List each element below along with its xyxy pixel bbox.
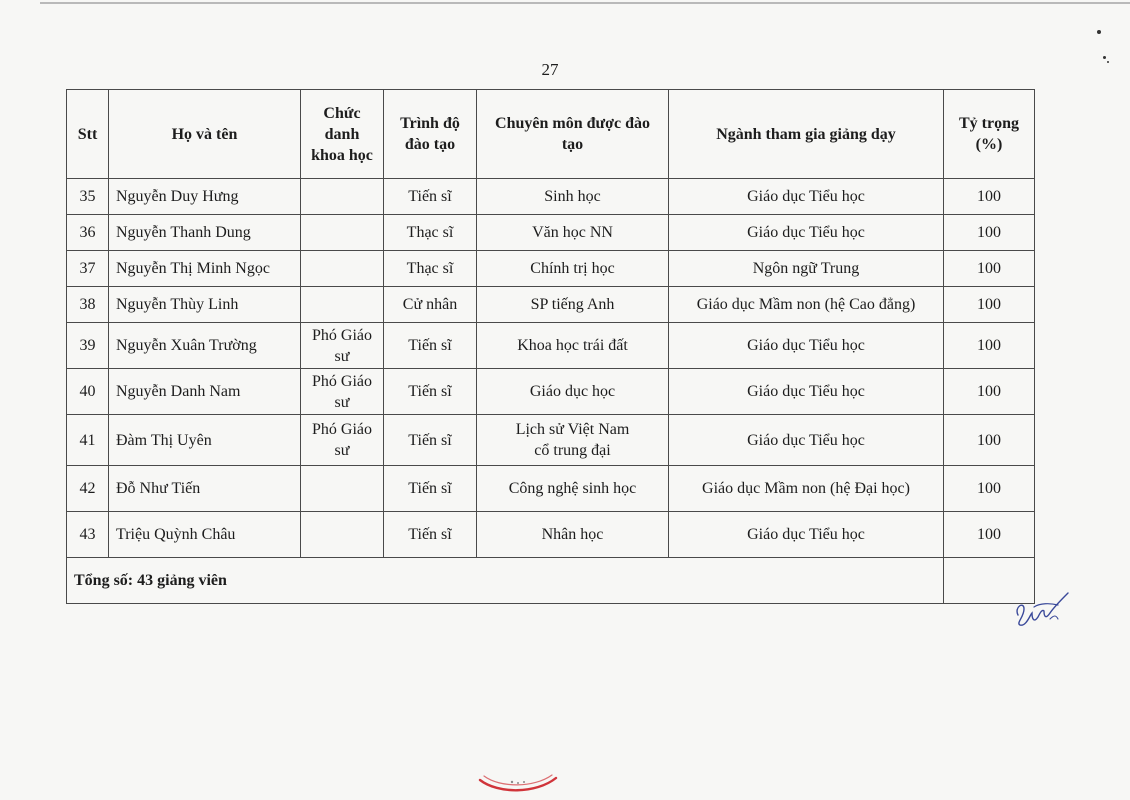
- cell-degree: Thạc sĩ: [384, 215, 477, 251]
- cell-specialty: Sinh học: [477, 179, 669, 215]
- cell-degree: Tiến sĩ: [384, 415, 477, 466]
- table-row: [67, 179, 1035, 215]
- cell-ratio: 100: [944, 512, 1035, 558]
- table-row: [67, 466, 1035, 512]
- header-teaching-field: [669, 90, 944, 179]
- cell-stt: 41: [67, 415, 109, 466]
- cell-name: Nguyễn Thanh Dung: [109, 215, 301, 251]
- cell-specialty: [477, 415, 669, 466]
- table-row: [67, 215, 1035, 251]
- header-stt: [67, 90, 109, 179]
- header-degree-line: Trình độ: [400, 115, 460, 132]
- table-row: [67, 251, 1035, 287]
- cell-academic-title: [301, 466, 384, 512]
- cell-teaching-field: Giáo dục Tiểu học: [669, 415, 944, 466]
- title-line: sư: [334, 393, 350, 411]
- title-line: Phó Giáo: [312, 326, 372, 344]
- scan-speck: [1103, 56, 1106, 59]
- cell-name: Nguyễn Thùy Linh: [109, 287, 301, 323]
- cell-degree: Tiến sĩ: [384, 179, 477, 215]
- cell-degree: Tiến sĩ: [384, 369, 477, 415]
- header-academic-title: [301, 90, 384, 179]
- signature-icon: [1010, 585, 1072, 633]
- cell-specialty: Chính trị học: [477, 251, 669, 287]
- cell-stt: 35: [67, 179, 109, 215]
- cell-teaching-field: Giáo dục Tiểu học: [669, 512, 944, 558]
- cell-stt: 40: [67, 369, 109, 415]
- cell-degree: Thạc sĩ: [384, 251, 477, 287]
- cell-stt: 38: [67, 287, 109, 323]
- cell-name: Triệu Quỳnh Châu: [109, 512, 301, 558]
- header-title-line: Chức: [323, 104, 361, 122]
- cell-stt: 39: [67, 323, 109, 369]
- cell-academic-title: [301, 369, 384, 415]
- cell-teaching-field: Giáo dục Mầm non (hệ Đại học): [669, 466, 944, 512]
- cell-ratio: 100: [944, 179, 1035, 215]
- header-degree: [384, 90, 477, 179]
- lecturer-table: [66, 89, 1035, 604]
- header-title-line: khoa học: [311, 146, 373, 164]
- scan-speck: [1097, 30, 1101, 34]
- cell-stt: 43: [67, 512, 109, 558]
- cell-specialty: Công nghệ sinh học: [477, 466, 669, 512]
- cell-stt: 42: [67, 466, 109, 512]
- cell-degree: Tiến sĩ: [384, 512, 477, 558]
- header-field-label: Ngành tham gia giảng dạy: [716, 125, 896, 143]
- cell-specialty: SP tiếng Anh: [477, 287, 669, 323]
- table-row: [67, 287, 1035, 323]
- header-ratio-line: (%): [975, 136, 1003, 153]
- header-specialty: [477, 90, 669, 179]
- table-row: [67, 369, 1035, 415]
- cell-ratio: 100: [944, 287, 1035, 323]
- page-number: 27: [541, 60, 559, 79]
- header-name-label: Họ và tên: [171, 125, 238, 143]
- cell-name: Nguyễn Danh Nam: [109, 369, 301, 415]
- cell-stt: 36: [67, 215, 109, 251]
- header-stt-label: Stt: [77, 125, 98, 143]
- cell-specialty: Nhân học: [477, 512, 669, 558]
- table-total-row: [67, 558, 1035, 604]
- cell-specialty: Văn học NN: [477, 215, 669, 251]
- cell-academic-title: [301, 215, 384, 251]
- header-degree-line: đào tạo: [404, 136, 456, 153]
- page-top-edge: [40, 2, 1130, 4]
- cell-teaching-field: Giáo dục Tiểu học: [669, 369, 944, 415]
- cell-academic-title: [301, 323, 384, 369]
- cell-ratio: 100: [944, 215, 1035, 251]
- cell-name: Đàm Thị Uyên: [109, 415, 301, 466]
- header-specialty-line: Chuyên môn được đào: [495, 115, 650, 132]
- stamp-edge-icon: [478, 772, 558, 796]
- cell-academic-title: [301, 287, 384, 323]
- cell-teaching-field: Giáo dục Tiểu học: [669, 179, 944, 215]
- cell-teaching-field: Ngôn ngữ Trung: [669, 251, 944, 287]
- cell-degree: Cử nhân: [384, 287, 477, 323]
- specialty-line: Lịch sử Việt Nam: [515, 421, 630, 438]
- cell-ratio: 100: [944, 323, 1035, 369]
- header-specialty-line: tạo: [561, 136, 584, 153]
- cell-name: Nguyễn Xuân Trường: [109, 323, 301, 369]
- cell-name: Đỗ Như Tiến: [109, 466, 301, 512]
- cell-name: Nguyễn Thị Minh Ngọc: [109, 251, 301, 287]
- title-line: sư: [334, 347, 350, 365]
- cell-academic-title: [301, 179, 384, 215]
- cell-ratio: 100: [944, 466, 1035, 512]
- cell-academic-title: [301, 415, 384, 466]
- header-ratio-line: Tỷ trọng: [959, 115, 1019, 132]
- cell-academic-title: [301, 251, 384, 287]
- cell-specialty: Giáo dục học: [477, 369, 669, 415]
- table-header-row: [67, 90, 1035, 179]
- table-row: [67, 323, 1035, 369]
- cell-degree: Tiến sĩ: [384, 466, 477, 512]
- cell-teaching-field: Giáo dục Mầm non (hệ Cao đẳng): [669, 287, 944, 323]
- cell-ratio: 100: [944, 251, 1035, 287]
- cell-name: Nguyễn Duy Hưng: [109, 179, 301, 215]
- cell-specialty: Khoa học trái đất: [477, 323, 669, 369]
- title-line: sư: [334, 442, 350, 459]
- cell-degree: Tiến sĩ: [384, 323, 477, 369]
- title-line: Phó Giáo: [312, 372, 372, 390]
- specialty-line: cổ trung đại: [534, 442, 611, 459]
- cell-teaching-field: Giáo dục Tiểu học: [669, 323, 944, 369]
- table-row: [67, 415, 1035, 466]
- cell-ratio: 100: [944, 369, 1035, 415]
- cell-teaching-field: Giáo dục Tiểu học: [669, 215, 944, 251]
- cell-ratio: 100: [944, 415, 1035, 466]
- header-ratio: [944, 90, 1035, 179]
- header-title-line: danh: [324, 125, 360, 143]
- total-label: Tổng số: 43 giảng viên: [67, 558, 944, 604]
- cell-academic-title: [301, 512, 384, 558]
- cell-stt: 37: [67, 251, 109, 287]
- header-name: [109, 90, 301, 179]
- title-line: Phó Giáo: [312, 421, 372, 438]
- scan-speck: [1107, 61, 1109, 63]
- table-row: [67, 512, 1035, 558]
